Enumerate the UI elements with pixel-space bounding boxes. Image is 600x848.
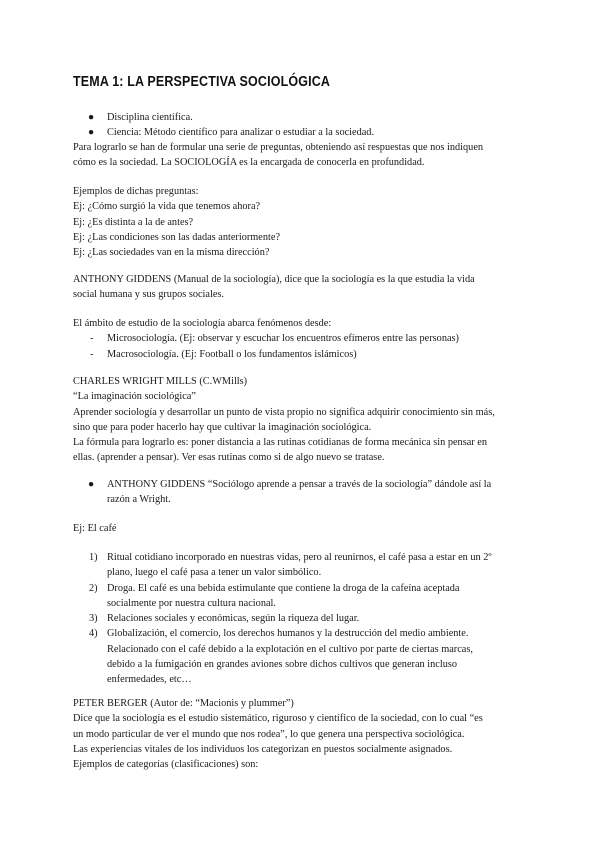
giddens-paragraph: ANTHONY GIDDENS (Manual de la sociología), dice que la sociología es la que estudia la vida social humana y sus grupos sociales. <box>73 274 475 301</box>
list-item: ● ANTHONY GIDDENS “Sociólogo aprende a pensar a través de la sociología” dándole así la <box>73 477 533 492</box>
ambito-section <box>73 316 533 362</box>
dash-marker: - <box>90 348 94 360</box>
giddens-bullet: ● ANTHONY GIDDENS “Sociólogo aprende a pensar a través de la sociología” dándole así la razón a Wright. <box>73 477 533 508</box>
example-question: Ej: ¿Cómo surgió la vida que tenemos ahora? <box>73 201 261 213</box>
example-question: Ej: ¿Las condiciones son las dadas anteriormente? <box>73 231 281 243</box>
mills-section: CHARLES WRIGHT MILLS (C.WMills) “La imaginación sociológica” Aprender sociología y desarrollar un punto de vista propio no significa adquirir conocimiento sin más, sino que para poder hacerlo hay que cultivar la imaginación sociológica. La fórmula para lograrlo es: poner distancia a las rutinas cotidianas de forma mecánica sin pensar en ellas. (aprender a pensar). Ver esas rutinas como si de algo nuevo se tratase. <box>73 374 533 466</box>
berger-section: PETER BERGER (Autor de: “Macionis y plummer”) Dice que la sociología es el estudio sistemático, riguroso y científico de la sociedad, con lo cual “es un modo particular de ver el mundo que nos rodea”, lo que genera una perspectiva sociológica. Las experiencias vitales de los individuos los categorizan en puestos socialmente asignados. Ejemplos de categorías (clasificaciones) son: <box>73 696 533 772</box>
list-item: 4) Globalización, el comercio, los derechos humanos y la destrucción del medio ambiente. <box>89 628 469 640</box>
example-question: Ej: ¿Es distinta a la de antes? <box>73 216 194 228</box>
examples-heading: Ejemplos de dichas preguntas: <box>73 186 199 197</box>
list-item: ● Ciencia: Método científico para analizar o estudiar a la sociedad. <box>73 125 533 140</box>
list-item: 3) Relaciones sociales y económicas, según la riqueza del lugar. <box>89 613 360 625</box>
list-item: ● Disciplina científica. <box>73 110 533 125</box>
page-title: TEMA 1: LA PERSPECTIVA SOCIOLÓGICA <box>73 74 331 90</box>
mills-subtitle: “La imaginación sociológica” <box>73 391 196 403</box>
cafe-list: 1) Ritual cotidiano incorporado en nuestras vidas, pero al reunirnos, el café pasa a estar en un 2º plano, luego el café pasa a tener un valor simbólico. 2) Droga. El café es una bebida estimulante que contiene la droga de la cafeína aceptada socialmente por nuestra cultura nacional. 3) Relaciones sociales y económicas, según la riqueza del lugar. 4) Globalización, el comercio, los derechos humanos y la destrucción del medio ambiente. Relacionado con el café debido a la explotación en el cultivo por parte de ciertas marcas, debido a la fumigación en grandes aviones sobre dichos cultivos que generan incluso enfermedades, etc… <box>73 550 533 688</box>
bullet-icon: ● <box>88 127 95 139</box>
intro-bullets <box>73 110 533 141</box>
bullet-icon: ● <box>88 112 95 123</box>
ambito-heading: El ámbito de estudio de la sociología abarca fenómenos desde: <box>73 318 332 329</box>
list-item: - Macrosociología. (Ej: Football o los fundamentos islámicos) <box>73 347 533 362</box>
examples-section <box>73 184 533 260</box>
list-item: - Microsociología. (Ej: observar y escuchar los encuentros efímeros entre las personas) <box>73 331 533 346</box>
intro-paragraph: Para lograrlo se han de formular una serie de preguntas, obteniendo así respuestas que nos indiquen cómo es la sociedad. La SOCIOLOGÍA es la encargada de conocerla en profundidad. <box>73 142 484 169</box>
bullet-icon: ● <box>88 479 95 490</box>
list-item: 1) Ritual cotidiano incorporado en nuestras vidas, pero al reunirnos, el café pasa a estar en un 2º <box>89 552 492 563</box>
example-question: Ej: ¿Las sociedades van en la misma dirección? <box>73 247 270 259</box>
cafe-heading: Ej: El café <box>73 523 117 534</box>
list-item: 2) Droga. El café es una bebida estimulante que contiene la droga de la cafeína aceptada <box>89 582 460 594</box>
dash-marker: - <box>90 333 94 345</box>
mills-heading: CHARLES WRIGHT MILLS (C.WMills) <box>73 376 248 387</box>
berger-heading: PETER BERGER (Autor de: “Macionis y plummer”) <box>73 698 294 709</box>
